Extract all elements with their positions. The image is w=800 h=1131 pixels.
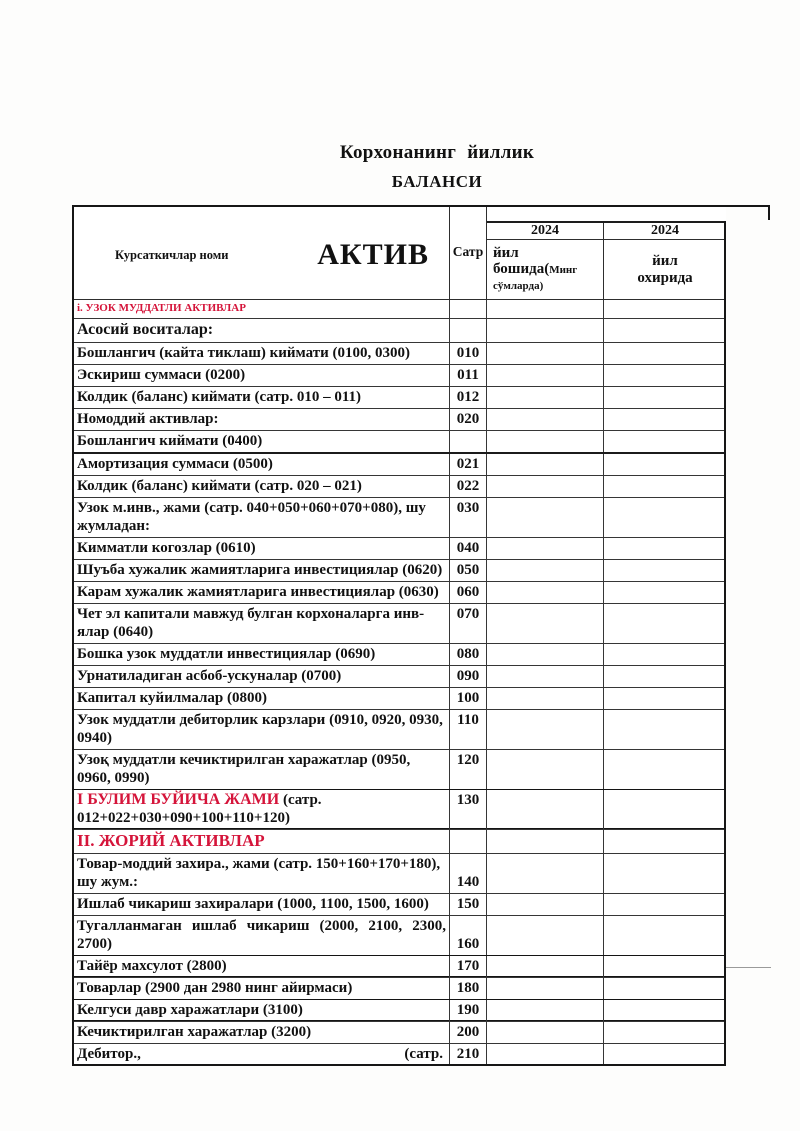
row-code: 170 [450, 956, 487, 977]
table-row [72, 409, 726, 431]
table-row [72, 387, 726, 409]
page-title: Корхонанинг йиллик [339, 142, 535, 163]
value-year-end [604, 604, 726, 643]
row-label: I БУЛИМ БУЙИЧА ЖАМИ (сатр. 012+022+030+090+100+110+120) [72, 790, 450, 829]
row-code: 210 [450, 1044, 487, 1065]
table-row [72, 750, 726, 790]
table-row [72, 789, 726, 830]
row-code: 140 [450, 854, 487, 893]
value-year-end [604, 409, 726, 430]
row-code: 010 [450, 343, 487, 364]
row-code: 200 [450, 1022, 487, 1043]
row-label: Тугалланмаган ишлаб чикариш (2000, 2100, 2300, 2700) [72, 916, 450, 955]
table-row [72, 644, 726, 666]
value-year-begin [487, 476, 604, 497]
row-label: Товар-моддий захира., жами (сатр. 150+160+170+180), шу жум.: [72, 854, 450, 893]
row-code: 060 [450, 582, 487, 603]
table-row [72, 538, 726, 560]
row-label: Амортизация суммаси (0500) [72, 454, 450, 475]
value-year-begin [487, 956, 604, 977]
scan-line-artifact [726, 967, 771, 968]
table-row [72, 431, 726, 454]
row-code: 080 [450, 644, 487, 665]
row-label: Бошлангич киймати (0400) [72, 431, 450, 452]
indicators-label: Курсаткичлар номи [115, 247, 229, 262]
table-row [72, 894, 726, 916]
value-year-end [604, 666, 726, 687]
value-year-begin [487, 894, 604, 915]
table-row [72, 300, 726, 319]
table-header [72, 205, 726, 300]
row-label: Карам хужалик жамиятларига инвестициялар (0630) [72, 582, 450, 603]
table-row [72, 854, 726, 894]
row-code [450, 830, 487, 853]
value-year-begin [487, 498, 604, 537]
year-end-header: 2024 [651, 223, 679, 238]
value-year-begin [487, 666, 604, 687]
value-year-begin [487, 604, 604, 643]
header-name-cell [72, 205, 450, 299]
row-label: Урнатиладиган асбоб-ускуналар (0700) [72, 666, 450, 687]
value-year-begin [487, 1022, 604, 1043]
row-label: Номоддий активлар: [72, 409, 450, 430]
value-year-end [604, 431, 726, 452]
value-year-end [604, 538, 726, 559]
row-code: 160 [450, 916, 487, 955]
table-row [72, 916, 726, 956]
value-year-begin [487, 365, 604, 386]
row-label: Ишлаб чикариш захиралари (1000, 1100, 1500, 1600) [72, 894, 450, 915]
row-label: Эскириш суммаси (0200) [72, 365, 450, 386]
value-year-begin [487, 916, 604, 955]
value-year-end [604, 790, 726, 829]
table-row [72, 830, 726, 854]
table-row [72, 999, 726, 1022]
row-code: 020 [450, 409, 487, 430]
value-year-end [604, 978, 726, 999]
row-label: II. ЖОРИЙ АКТИВЛАР [72, 830, 450, 853]
value-year-end [604, 387, 726, 408]
table-row [72, 604, 726, 644]
value-year-begin [487, 560, 604, 581]
row-label: Дебитор., (сатр. [72, 1044, 450, 1065]
value-year-begin [487, 854, 604, 893]
row-code: 050 [450, 560, 487, 581]
table-row [72, 1044, 726, 1066]
period-header-row [487, 240, 726, 299]
table-row [72, 978, 726, 1000]
row-code: 100 [450, 688, 487, 709]
value-year-end [604, 582, 726, 603]
value-year-end [604, 476, 726, 497]
value-year-end [604, 560, 726, 581]
value-year-begin [487, 688, 604, 709]
row-label: Бошлангич (кайта тиклаш) киймати (0100, 0300) [72, 343, 450, 364]
row-label: Кимматли когозлар (0610) [72, 538, 450, 559]
table-border-left [72, 205, 74, 1066]
value-year-end [604, 1000, 726, 1021]
value-year-end [604, 319, 726, 342]
balance-table [72, 205, 726, 1066]
row-code: 120 [450, 750, 487, 789]
value-year-end [604, 916, 726, 955]
value-year-end [604, 750, 726, 789]
value-year-end [604, 710, 726, 749]
table-row [72, 365, 726, 387]
value-year-end [604, 956, 726, 977]
table-row [72, 319, 726, 343]
row-label: Капитал куйилмалар (0800) [72, 688, 450, 709]
value-year-end [604, 854, 726, 893]
end-col-header: йил охирида [637, 252, 693, 286]
row-code [450, 300, 487, 318]
table-row [72, 454, 726, 476]
value-year-begin [487, 319, 604, 342]
header-empty-strip [487, 205, 726, 221]
row-code [450, 319, 487, 342]
row-code: 190 [450, 1000, 487, 1021]
row-label: Колдик (баланс) киймати (сатр. 020 – 021) [72, 476, 450, 497]
row-code: 040 [450, 538, 487, 559]
value-year-begin [487, 978, 604, 999]
table-border-right [724, 221, 726, 1066]
table-row [72, 710, 726, 750]
value-year-begin [487, 790, 604, 829]
table-border-bottom [72, 1064, 726, 1066]
value-year-end [604, 894, 726, 915]
row-code: 130 [450, 790, 487, 829]
value-year-begin [487, 1044, 604, 1065]
row-code: 150 [450, 894, 487, 915]
row-label: Бошка узок муддатли инвестициялар (0690) [72, 644, 450, 665]
row-label: i. УЗОК МУДДАТЛИ АКТИВЛАР [72, 300, 450, 318]
row-code: 070 [450, 604, 487, 643]
value-year-begin [487, 343, 604, 364]
row-label: Колдик (баланс) киймати (сатр. 010 – 011) [72, 387, 450, 408]
value-year-begin [487, 387, 604, 408]
value-year-end [604, 454, 726, 475]
table-row [72, 498, 726, 538]
row-label: Узок муддатли дебиторлик карзлари (0910, 0920, 0930, 0940) [72, 710, 450, 749]
year-begin-header: 2024 [487, 223, 604, 239]
row-code: 012 [450, 387, 487, 408]
row-code: 030 [450, 498, 487, 537]
row-code: 110 [450, 710, 487, 749]
value-year-end [604, 688, 726, 709]
row-code: 022 [450, 476, 487, 497]
table-row [72, 666, 726, 688]
satr-header: Сатр [450, 205, 487, 299]
value-year-begin [487, 409, 604, 430]
value-year-begin [487, 644, 604, 665]
begin-col-header: йил бошида(Минг сўмларда) [487, 240, 604, 299]
table-row [72, 343, 726, 365]
table-row [72, 560, 726, 582]
value-year-begin [487, 750, 604, 789]
table-row [72, 1022, 726, 1044]
row-label: Товарлар (2900 дан 2980 нинг айирмаси) [72, 978, 450, 999]
value-year-begin [487, 582, 604, 603]
header-values-block [487, 205, 726, 299]
value-year-end [604, 498, 726, 537]
value-year-end [604, 1044, 726, 1065]
table-row [72, 476, 726, 498]
row-code: 180 [450, 978, 487, 999]
value-year-end [604, 365, 726, 386]
row-code: 021 [450, 454, 487, 475]
aktiv-title: АКТИВ [317, 238, 429, 271]
value-year-begin [487, 830, 604, 853]
value-year-begin [487, 538, 604, 559]
row-label: Узоқ муддатли кечиктирилган харажатлар (0950, 0960, 0990) [72, 750, 450, 789]
value-year-end [604, 830, 726, 853]
value-year-end [604, 644, 726, 665]
page-subtitle: БАЛАНСИ [391, 172, 483, 191]
table-border-top-artifact [72, 205, 770, 207]
value-year-begin [487, 1000, 604, 1021]
value-year-begin [487, 454, 604, 475]
document-titles [72, 142, 800, 192]
table-row [72, 688, 726, 710]
row-code: 011 [450, 365, 487, 386]
value-year-end [604, 1022, 726, 1043]
row-label: Асосий воситалар: [72, 319, 450, 342]
table-body [72, 300, 726, 1066]
table-row [72, 582, 726, 604]
row-label: Чет эл капитали мавжуд булган корхоналарга инв-ялар (0640) [72, 604, 450, 643]
value-year-begin [487, 431, 604, 452]
value-year-begin [487, 710, 604, 749]
table-border-corner-artifact [768, 207, 770, 220]
value-year-end [604, 343, 726, 364]
row-label: Тайёр махсулот (2800) [72, 956, 450, 977]
row-label: Келгуси давр харажатлари (3100) [72, 1000, 450, 1021]
value-year-begin [487, 300, 604, 318]
row-code: 090 [450, 666, 487, 687]
value-year-end [604, 300, 726, 318]
row-label: Кечиктирилган харажатлар (3200) [72, 1022, 450, 1043]
year-header-row [487, 221, 726, 240]
table-row [72, 955, 726, 978]
row-code [450, 431, 487, 452]
row-label: Шуъба хужалик жамиятларига инвестициялар (0620) [72, 560, 450, 581]
row-label: Узок м.инв., жами (сатр. 040+050+060+070+080), шу жумладан: [72, 498, 450, 537]
